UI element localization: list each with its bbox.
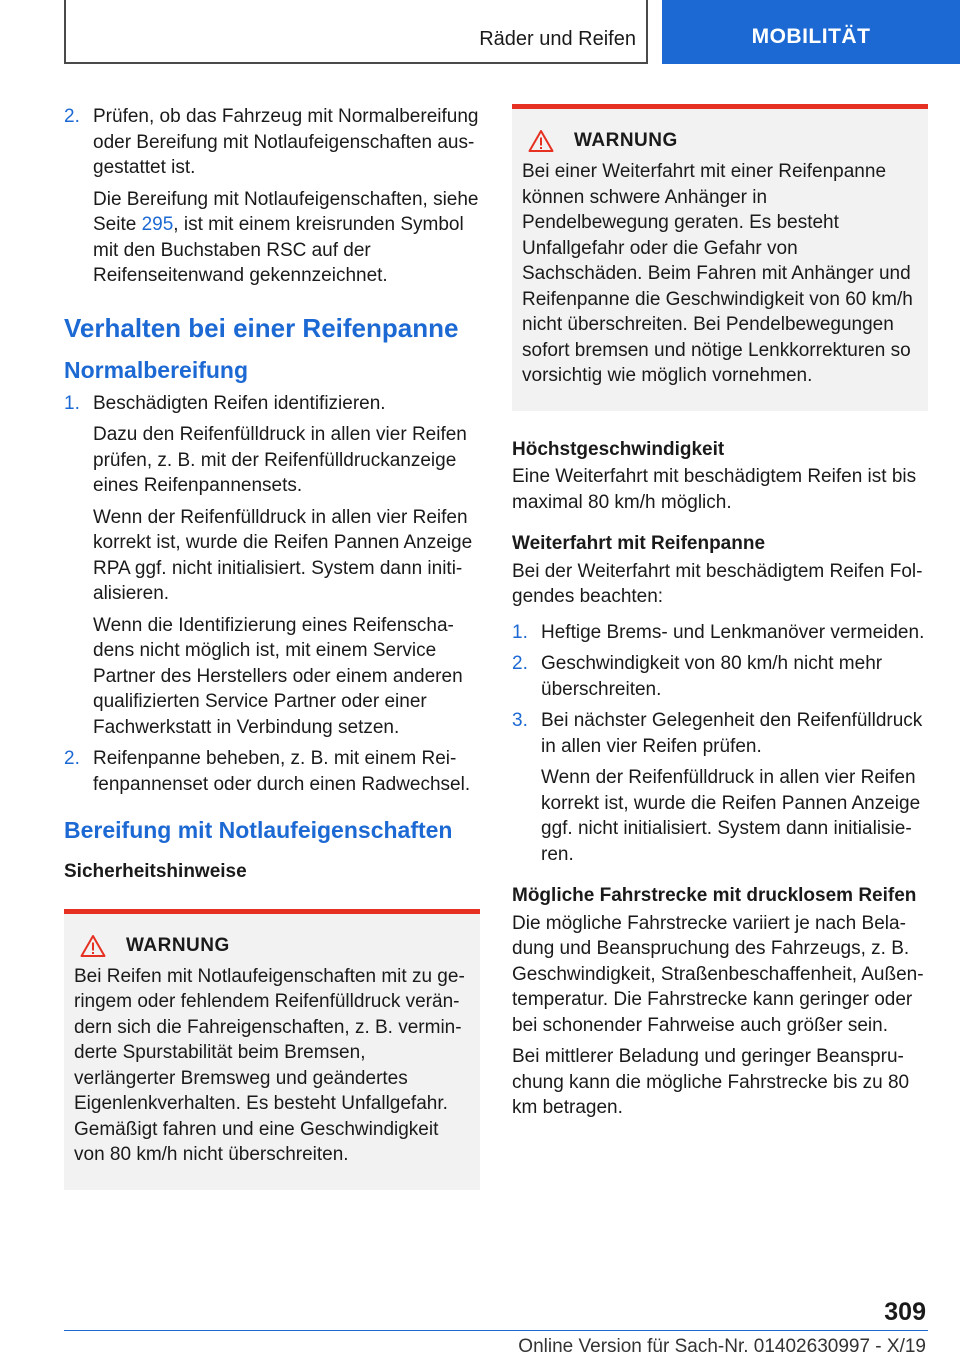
- list-number: 1.: [64, 392, 80, 414]
- continue-driving-section: [512, 531, 928, 867]
- minor-heading: Höchstgeschwindigkeit: [512, 438, 725, 460]
- section-heading: Verhalten bei einer Reifenpanne: [64, 312, 459, 343]
- list-number: 2.: [512, 653, 528, 674]
- list-item: [64, 391, 480, 741]
- subsection-heading: Normalbereifung: [64, 356, 249, 383]
- range-section: [512, 883, 928, 1121]
- list-number: 1.: [512, 621, 528, 643]
- max-speed-section: [512, 437, 928, 516]
- list-text: Wenn der Reifenfülldruck in allen vier Reifen korrekt ist, wurde die Reifen Pannen Anzeige RPA ggf. nicht initialisiert. System dann initialisieren.: [93, 506, 473, 604]
- subsection-heading: Bereifung mit Notlaufeigenschaften: [64, 817, 453, 843]
- paragraph: Eine Weiterfahrt mit beschädigtem Reifen ist bis maximal 80 km/h möglich.: [512, 466, 917, 513]
- minor-heading: Sicherheitshinweise: [64, 861, 247, 882]
- warning-title: WARNUNG: [574, 130, 678, 151]
- warning-triangle-icon: [80, 934, 106, 958]
- warning-text: Bei Reifen mit Notlaufeigenschaften mit zu geringem oder fehlendem Reifenfülldruck verändern sich die Fahreigenschaften, z. B. verminderte Spurstabilität beim Bremsen, verlängerter Bremsweg und geändertes Eigenlenkverhalten. Es besteht Unfallgefahr. Gemäßigt fahren und eine Geschwindigkeit von 80 km/h nicht überschreiten.: [74, 965, 465, 1165]
- paragraph: Bei mittlerer Beladung und geringer Beanspruchung kann die mögliche Fahrstrecke bis zu 80 km betragen.: [512, 1046, 910, 1118]
- warning-title: WARNUNG: [126, 934, 230, 956]
- footer-divider: [64, 1330, 928, 1331]
- warning-box: [64, 909, 480, 1190]
- list-item: [512, 651, 928, 702]
- list-number: 3.: [512, 710, 528, 731]
- left-column: [64, 104, 480, 1190]
- list-text: Dazu den Reifenfülldruck in allen vier Reifen prüfen, z. B. mit der Reifenfülldruckanzeige eines Reifenpannensets.: [93, 424, 467, 496]
- list-text: Die Bereifung mit Notlaufeigenschaften, siehe Seite 295, ist mit einem kreisrunden Symbol mit den Buchstaben RSC auf der Reifenseitenwand gekennzeichnet.: [93, 188, 479, 286]
- header-section-title: Räder und Reifen: [479, 28, 636, 50]
- list-item: [512, 708, 928, 867]
- page-number: 309: [884, 1298, 926, 1326]
- warning-triangle-icon: [528, 129, 554, 153]
- list-text: Heftige Brems- und Lenkmanöver vermeiden.: [541, 621, 925, 643]
- paragraph: Bei der Weiterfahrt mit beschädigtem Reifen Folgendes beachten:: [512, 560, 923, 607]
- list-item: [64, 746, 480, 797]
- list-text: Prüfen, ob das Fahrzeug mit Normalbereifung oder Bereifung mit Notlaufeigenschaften ausgestattet ist.: [93, 106, 479, 178]
- list-text: Wenn der Reifenfülldruck in allen vier Reifen korrekt ist, wurde die Reifen Pannen Anzeige ggf. nicht initialisiert. System dann initialisieren.: [541, 767, 921, 865]
- warning-box: [512, 104, 928, 411]
- list-item: [64, 104, 480, 289]
- header-chapter-tab[interactable]: MOBILITÄT: [662, 0, 960, 64]
- page-reference-link[interactable]: 295: [141, 214, 174, 235]
- minor-heading: Weiterfahrt mit Reifenpanne: [512, 533, 766, 554]
- right-column: [512, 104, 928, 1137]
- list-text: Geschwindigkeit von 80 km/h nicht mehr überschreiten.: [541, 653, 883, 700]
- list-text: Beschädigten Reifen identifizieren.: [93, 392, 386, 414]
- warning-text: Bei einer Weiterfahrt mit einer Reifenpanne können schwere Anhänger in Pendelbewegung geraten. Es besteht Unfallgefahr oder die Gefahr von Sachschäden. Beim Fahren mit Anhänger und Reifenpanne die Geschwindigkeit von 60 km/h nicht überschreiten. Bei Pendelbewegungen sofort bremsen und nötige Lenkkorrekturen so vorsichtig wie möglich vornehmen.: [522, 161, 913, 386]
- list-text: Reifenpanne beheben, z. B. mit einem Reifenpannenset oder durch einen Radwechsel.: [93, 748, 471, 795]
- list-text: Wenn die Identifizierung eines Reifenschadens nicht möglich ist, mit einem Service Partner des Herstellers oder einem anderen qualifizierten Service Partner oder einer Fachwerkstatt in Verbindung setzen.: [93, 614, 463, 738]
- list-item: [512, 620, 928, 646]
- list-text: Bei nächster Gelegenheit den Reifenfülldruck in allen vier Reifen prüfen.: [541, 710, 923, 757]
- minor-heading: Mögliche Fahrstrecke mit drucklosem Reifen: [512, 885, 917, 906]
- paragraph: Die mögliche Fahrstrecke variiert je nach Beladung und Beanspruchung des Fahrzeugs, z. B. Geschwindigkeit, Straßenbeschaffenheit, Außentemperatur. Die Fahrstrecke kann geringer oder bei schonender Fahrweise auch größer sein.: [512, 912, 924, 1036]
- list-number: 2.: [64, 748, 80, 769]
- list-number: 2.: [64, 106, 80, 127]
- footer-version-text: Online Version für Sach-Nr. 01402630997 - X/19: [518, 1336, 926, 1357]
